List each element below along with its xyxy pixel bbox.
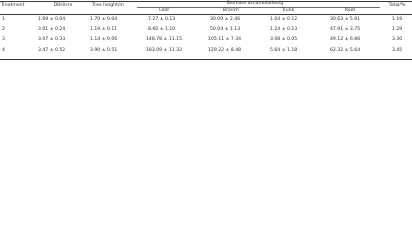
header-leaf: Leaf [159, 8, 169, 13]
row-3-dbh: 3.07 ± 0.33 [38, 37, 66, 42]
header-branch: Branch [222, 8, 240, 13]
row-4-height: 3.90 ± 0.51 [90, 48, 118, 53]
row-4-leaf: 183.09 ± 11.32 [146, 48, 182, 53]
row-2-root: 47.91 ± 3.75 [330, 27, 361, 32]
biomass-subheader-rule [137, 7, 380, 8]
row-1-root: 30.63 ± 5.91 [330, 17, 361, 22]
table-top-rule [0, 1, 412, 2]
row-1-height: 1.70 ± 0.04 [90, 17, 118, 22]
row-1-dbh: 1.69 ± 0.04 [38, 17, 66, 22]
row-1-treatment: 1 [2, 17, 5, 22]
row-3-leaf: 148.78 ± 11.15 [146, 37, 182, 42]
row-2-height: 1.19 ± 0.11 [90, 27, 118, 32]
row-3-trunk: 3.08 ± 0.05 [270, 37, 298, 42]
row-1-total: 1.19 [392, 17, 403, 22]
row-2-dbh: 3.01 ± 0.24 [38, 27, 66, 32]
row-1-branch: 30.09 ± 2.46 [210, 17, 241, 22]
row-2-trunk: 1.24 ± 0.13 [270, 27, 298, 32]
row-4-treatment: 4 [2, 48, 5, 53]
row-3-treatment: 3 [2, 37, 5, 42]
row-3-height: 1.14 ± 0.06 [90, 37, 118, 42]
header-dbh: DBH/cm [53, 3, 73, 8]
header-biomass-accumulation: Biomass accumulation/g [226, 1, 284, 6]
table-figure [0, 0, 412, 61]
row-4-branch: 129.22 ± 8.48 [208, 48, 242, 53]
row-4-total: 3.45 [392, 48, 403, 53]
table-bottom-rule [0, 59, 412, 60]
row-2-leaf: 8.60 ± 1.10 [148, 27, 176, 32]
row-4-trunk: 5.64 ± 1.18 [270, 48, 298, 53]
header-total: Total/% [388, 3, 406, 8]
row-4-dbh: 3.47 ± 0.52 [38, 48, 66, 53]
header-trunk: Trunk [281, 8, 295, 13]
header-tree-height: Tree height/m [92, 3, 124, 8]
row-3-root: 49.12 ± 6.86 [330, 37, 361, 42]
header-treatment: Treatment [1, 3, 25, 8]
row-2-treatment: 2 [2, 27, 5, 32]
row-3-branch: 105.11 ± 7.34 [208, 37, 242, 42]
row-4-root: 62.32 ± 5.64 [330, 48, 361, 53]
row-1-trunk: 1.04 ± 0.12 [270, 17, 298, 22]
row-1-leaf: 7.27 ± 0.13 [148, 17, 176, 22]
header-root: Root [344, 8, 356, 13]
row-3-total: 3.30 [392, 37, 403, 42]
row-2-total: 1.29 [392, 27, 403, 32]
table-header-rule [0, 14, 412, 15]
row-2-branch: 50.04 ± 1.13 [210, 27, 241, 32]
